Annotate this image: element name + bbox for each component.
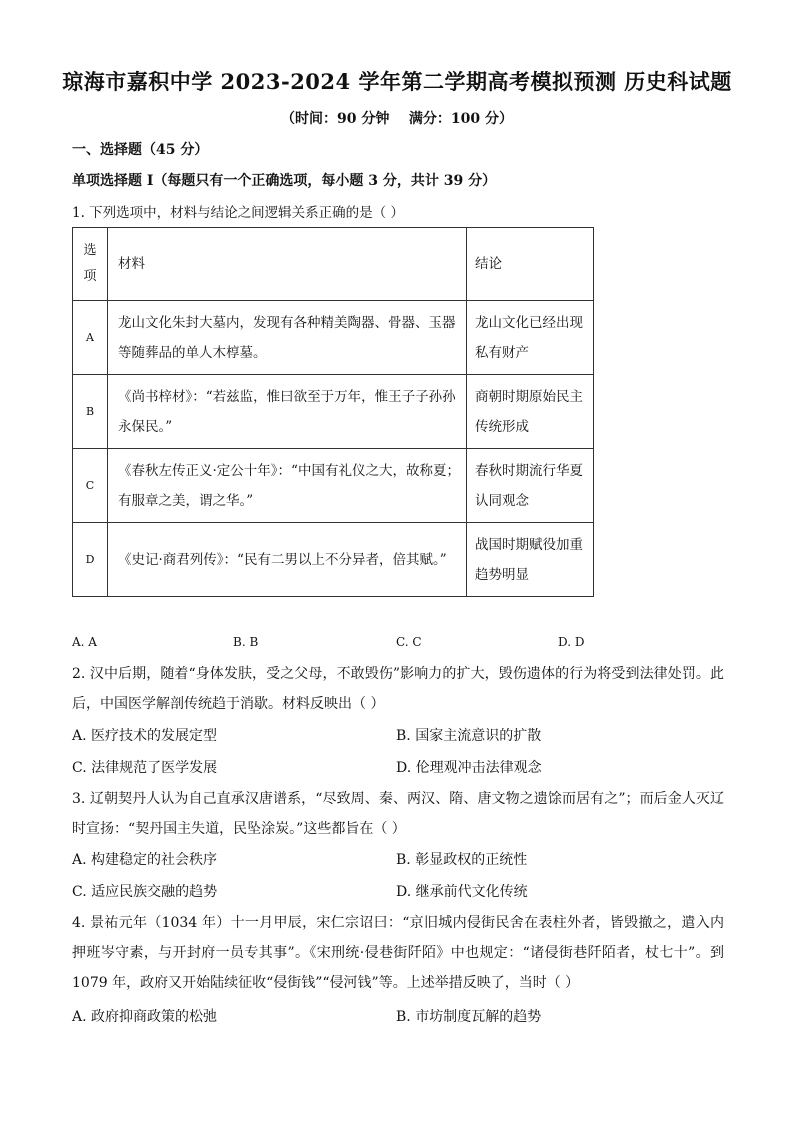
q1-table — [72, 227, 594, 597]
q1-row-material: 《尚书梓材》：“若兹监，惟曰欲至于万年，惟王子子孙孙永保民。” — [108, 375, 467, 449]
q1-row-letter: D — [73, 523, 108, 597]
q1-row-letter: A — [73, 301, 108, 375]
q4-option-b[interactable]: B. 市坊制度瓦解的趋势 — [396, 1009, 542, 1025]
q2-option-d[interactable]: D. 伦理观冲击法律观念 — [396, 760, 542, 776]
table-row — [73, 523, 594, 597]
q2-option-c[interactable]: C. 法律规范了医学发展 — [72, 760, 218, 776]
q1-header-option-text: 选项 — [83, 243, 97, 284]
q1-row-letter: C — [73, 449, 108, 523]
q1-stem: 1. 下列选项中，材料与结论之间逻辑关系正确的是（ ） — [72, 205, 404, 221]
q1-answer-d[interactable]: D. D — [558, 635, 585, 649]
q1-header-option — [73, 228, 108, 301]
q2-stem: 2. 汉中后期，随着“身体发肤，受之父母，不敢毁伤”影响力的扩大，毁伤遗体的行为将受到法律处罚。此后，中国医学解剖传统趋于消歇。材料反映出（ ） — [72, 666, 724, 712]
exam-subtitle: （时间：90 分钟 满分：100 分） — [281, 111, 513, 127]
q3-option-a[interactable]: A. 构建稳定的社会秩序 — [72, 852, 218, 868]
section-heading: 一、选择题（45 分） — [72, 142, 209, 158]
q1-answer-c[interactable]: C. C — [396, 635, 422, 649]
exam-title: 琼海市嘉积中学 2023-2024 学年第二学期高考模拟预测 历史科试题 — [62, 69, 732, 94]
table-row — [73, 301, 594, 375]
q3-option-d[interactable]: D. 继承前代文化传统 — [396, 884, 528, 900]
q3-stem: 3. 辽朝契丹人认为自己直承汉唐谱系，“尽致周、秦、两汉、隋、唐文物之遗馀而居有之”；而后金人灭辽时宣扬：“契丹国主失道，民坠涂炭。”这些都旨在（ ） — [72, 791, 724, 837]
q1-row-conclusion: 春秋时期流行华夏认同观念 — [467, 449, 594, 523]
q1-row-material: 《春秋左传正义·定公十年》：“中国有礼仪之大，故称夏；有服章之美，谓之华。” — [108, 449, 467, 523]
q3-option-b[interactable]: B. 彰显政权的正统性 — [396, 852, 528, 868]
q3-option-c[interactable]: C. 适应民族交融的趋势 — [72, 884, 218, 900]
q2-option-a[interactable]: A. 医疗技术的发展定型 — [72, 728, 218, 744]
q1-header-conclusion: 结论 — [467, 228, 594, 301]
q1-row-material: 龙山文化朱封大墓内，发现有各种精美陶器、骨器、玉器等随葬品的单人木椁墓。 — [108, 301, 467, 375]
subsection-heading: 单项选择题 I（每题只有一个正确选项，每小题 3 分，共计 39 分） — [72, 173, 497, 189]
q1-row-material: 《史记·商君列传》：“民有二男以上不分异者，倍其赋。” — [108, 523, 467, 597]
q1-row-conclusion: 商朝时期原始民主传统形成 — [467, 375, 594, 449]
q1-header-material: 材料 — [108, 228, 467, 301]
q2-option-b[interactable]: B. 国家主流意识的扩散 — [396, 728, 542, 744]
table-row — [73, 449, 594, 523]
q1-answer-b[interactable]: B. B — [233, 635, 259, 649]
table-row — [73, 375, 594, 449]
q1-row-conclusion: 战国时期赋役加重趋势明显 — [467, 523, 594, 597]
q1-answer-a[interactable]: A. A — [72, 635, 97, 649]
q4-option-a[interactable]: A. 政府抑商政策的松弛 — [72, 1009, 218, 1025]
q1-row-conclusion: 龙山文化已经出现私有财产 — [467, 301, 594, 375]
q4-stem: 4. 景祐元年（1034 年）十一月甲辰，宋仁宗诏曰：“京旧城内侵街民舍在表柱外者，皆毁撤之，遣入内押班岑守素，与开封府一员专其事”。《宋刑统·侵巷街阡陌》中也规定：“诸侵街巷阡陌者，杖七十”。到 1079 年，政府又开始陆续征收“侵街钱”“侵河钱”等。上述举措反映了，当时（ ） — [72, 915, 724, 991]
q1-table-header-row — [73, 228, 594, 301]
q1-row-letter: B — [73, 375, 108, 449]
